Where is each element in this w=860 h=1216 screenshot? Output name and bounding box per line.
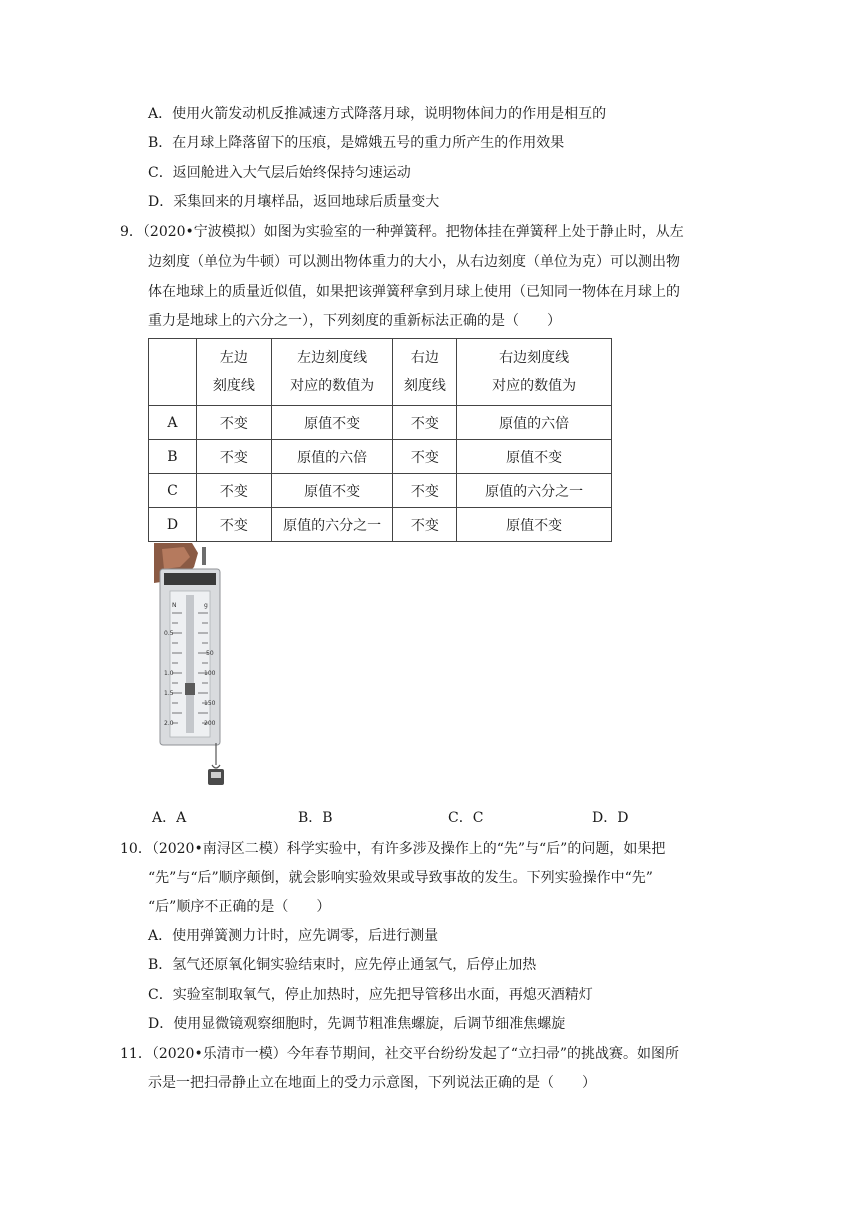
q11-stem-line-1: 11．（2020•乐清市一模）今年春节期间，社交平台纷纷发起了“立扫帚”的挑战赛。如图所	[120, 1046, 680, 1062]
q8-option-b: B．在月球上降落留下的压痕，是嫦娥五号的重力所产生的作用效果	[148, 135, 565, 151]
q9-stem-line-4: 重力是地球上的六分之一），下列刻度的重新标法正确的是（ ）	[148, 313, 561, 329]
table-row	[149, 474, 612, 508]
table-header-cell: 右边 刻度线	[393, 339, 457, 406]
svg-text:1.0: 1.0	[164, 670, 174, 677]
table-header-cell: 左边 刻度线	[196, 339, 271, 406]
q9-choice-c: C．C	[448, 810, 484, 826]
q9-stem-line-1: 9．（2020•宁波模拟）如图为实验室的一种弹簧秤。把物体挂在弹簧秤上处于静止时，从左	[120, 224, 684, 240]
q9-stem-line-2: 边刻度（单位为牛顿）可以测出物体重力的大小，从右边刻度（单位为克）可以测出物	[148, 254, 680, 270]
table-cell: 不变	[393, 474, 457, 508]
svg-text:N: N	[172, 602, 177, 609]
q8-option-a: A．使用火箭发动机反推减速方式降落月球，说明物体间力的作用是相互的	[148, 106, 607, 122]
svg-text:150: 150	[204, 700, 216, 707]
q9-choice-d: D．D	[592, 810, 629, 826]
svg-text:50: 50	[206, 650, 214, 657]
table-cell: A	[149, 406, 197, 440]
q10-option-b: B．氢气还原氧化铜实验结束时，应先停止通氢气，后停止加热	[148, 957, 537, 973]
svg-text:2.0: 2.0	[164, 720, 174, 727]
q10-stem-line-3: “后”顺序不正确的是（ ）	[148, 899, 331, 915]
q9-stem-line-3: 体在地球上的质量近似值，如果把该弹簧秤拿到月球上使用（已知同一物体在月球上的	[148, 284, 680, 300]
table-cell: 原值不变	[457, 440, 612, 474]
table-cell: 不变	[393, 406, 457, 440]
table-cell: 原值不变	[271, 406, 393, 440]
table-cell: 不变	[196, 508, 271, 542]
table-cell: 原值的六分之一	[457, 474, 612, 508]
table-cell: 不变	[393, 508, 457, 542]
table-cell: D	[149, 508, 197, 542]
table-cell: 原值不变	[271, 474, 393, 508]
q11-stem-line-2: 示是一把扫帚静止立在地面上的受力示意图，下列说法正确的是（ ）	[148, 1075, 596, 1091]
q8-option-c: C．返回舱进入大气层后始终保持匀速运动	[148, 165, 411, 181]
table-row	[149, 508, 612, 542]
q9-choice-a: A．A	[152, 810, 187, 826]
table-header-cell	[149, 339, 197, 406]
table-row	[149, 440, 612, 474]
table-header-row	[149, 339, 612, 406]
table-cell: C	[149, 474, 197, 508]
svg-text:0.5: 0.5	[164, 630, 174, 637]
table-cell: 原值的六倍	[271, 440, 393, 474]
table-cell: 原值不变	[457, 508, 612, 542]
q10-option-a: A．使用弹簧测力计时，应先调零，后进行测量	[148, 928, 439, 944]
table-cell: 不变	[196, 474, 271, 508]
svg-text:g: g	[204, 602, 208, 609]
table-header-cell: 右边刻度线 对应的数值为	[457, 339, 612, 406]
table-row	[149, 406, 612, 440]
table-cell: B	[149, 440, 197, 474]
spring-scale-photo	[154, 543, 228, 797]
table-cell: 不变	[196, 406, 271, 440]
q9-choice-b: B．B	[298, 810, 333, 826]
q10-stem-line-2: “先”与“后”顺序颠倒，就会影响实验效果或导致事故的发生。下列实验操作中“先”	[148, 870, 653, 886]
svg-text:200: 200	[204, 720, 216, 727]
q9-choices	[152, 808, 652, 828]
q9-scale-table	[148, 338, 612, 542]
table-cell: 原值的六分之一	[271, 508, 393, 542]
svg-text:1.5: 1.5	[164, 690, 174, 697]
table-cell: 不变	[196, 440, 271, 474]
q8-option-d: D．采集回来的月壤样品，返回地球后质量变大	[148, 194, 440, 210]
q10-option-d: D．使用显微镜观察细胞时，先调节粗准焦螺旋，后调节细准焦螺旋	[148, 1016, 566, 1032]
table-header-cell: 左边刻度线 对应的数值为	[271, 339, 393, 406]
table-cell: 不变	[393, 440, 457, 474]
table-cell: 原值的六倍	[457, 406, 612, 440]
q10-stem-line-1: 10．（2020•南浔区二模）科学实验中，有许多涉及操作上的“先”与“后”的问题，如果把	[120, 841, 666, 857]
q10-option-c: C．实验室制取氧气，停止加热时，应先把导管移出水面，再熄灭酒精灯	[148, 987, 593, 1003]
svg-text:100: 100	[204, 670, 216, 677]
